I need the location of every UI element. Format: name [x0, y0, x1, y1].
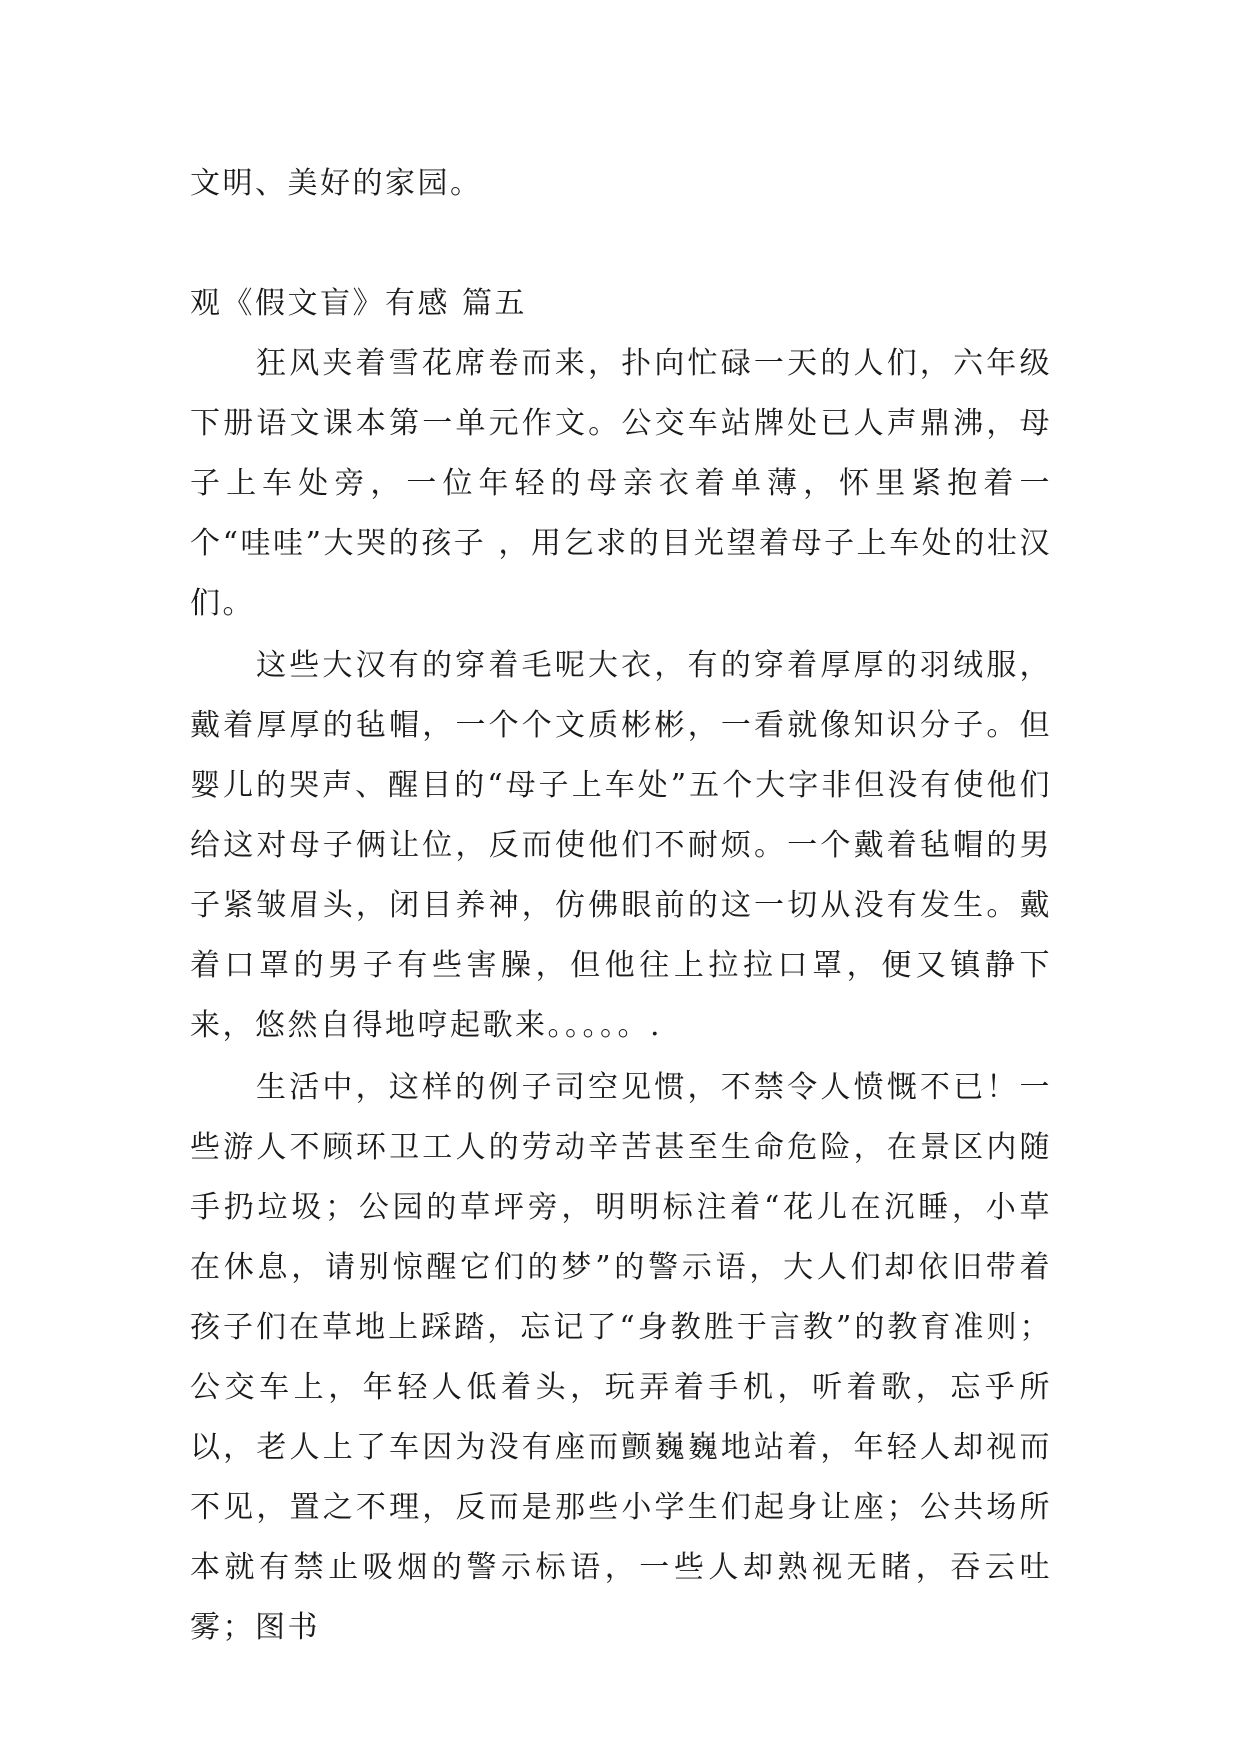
paragraph-2: 这些大汉有的穿着毛呢大衣，有的穿着厚厚的羽绒服，戴着厚厚的毡帽，一个个文质彬彬，一看就像知识分子。但婴儿的哭声、醒目的“母子上车处”五个大字非但没有使他们给这对母子俩让位，反而使他们不耐烦。一个戴着毡帽的男子紧皱眉头，闭目养神，仿佛眼前的这一切从没有发生。戴着口罩的男子有些害臊，但他往上拉拉口罩，便又镇静下来，悠然自得地哼起歌来。。。。。. — [190, 648, 1052, 1043]
continuation-line: 文明、美好的家园。 — [190, 166, 483, 201]
paragraph-3: 生活中，这样的例子司空见惯，不禁令人愤慨不已！一些游人不顾环卫工人的劳动辛苦甚至生命危险，在景区内随手扔垃圾；公园的草坪旁，明明标注着“花儿在沉睡，小草在休息，请别惊醒它们的梦”的警示语，大人们却依旧带着孩子们在草地上踩踏，忘记了“身教胜于言教”的教育准则；公交车上，年轻人低着头，玩弄着手机，听着歌，忘乎所以，老人上了车因为没有座而颤巍巍地站着，年轻人却视而不见，置之不理，反而是那些小学生们起身让座；公共场所本就有禁止吸烟的警示标语，一些人却熟视无睹，吞云吐雾；图书 — [190, 1070, 1052, 1645]
paragraph-1: 狂风夹着雪花席卷而来，扑向忙碌一天的人们，六年级下册语文课本第一单元作文。公交车站牌处已人声鼎沸，母子上车处旁，一位年轻的母亲衣着单薄，怀里紧抱着一个“哇哇”大哭的孩子 ，用乞求的目光望着母子上车处的壮汉们。 — [190, 346, 1052, 621]
text-column — [190, 154, 1052, 1660]
section-heading: 观《假文盲》有感 篇五 — [190, 286, 528, 321]
